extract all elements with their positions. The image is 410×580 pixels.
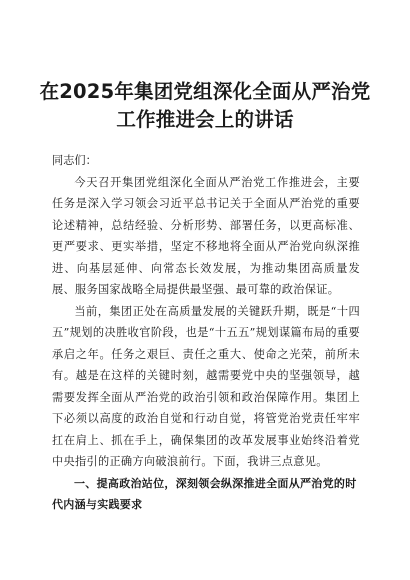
title-line-1: 在2025年集团党组深化全面从严治党 <box>39 80 371 103</box>
title-line-2: 工作推进会上的讲话 <box>116 108 294 131</box>
document-title <box>30 78 380 134</box>
salutation: 同志们： <box>52 154 97 167</box>
section-heading: 一、提高政治站位，深刻领会纵深推进全面从严治党的时代内涵与实践要求 <box>52 476 357 511</box>
paragraph: 当前，集团正处在高质量发展的关键跃升期，既是“十四五”规划的决胜收官阶段，也是“十五五”规划谋篇布局的重要承启之年。任务之艰巨、责任之重大、使命之光荣，前所未有。越是在这样的关键时刻，越需要党中央的坚强领导，越需要发挥全面从严治党的政治引领和政治保障作用。集团上下必须以高度的政治自觉和行动自觉，将管党治党责任牢牢扛在肩上、抓在手上，确保集团的改革发展事业始终沿着党中央指引的正确方向破浪前行。下面，我讲三点意见。 <box>52 304 360 468</box>
paragraph: 今天召开集团党组深化全面从严治党工作推进会，主要任务是深入学习领会习近平总书记关于全面从严治党的重要论述精神，总结经验、分析形势、部署任务，以更高标准、更严要求、更实举措，坚定不移地将全面从严治党向纵深推进、向基层延伸、向常态长效发展，为推动集团高质量发展、服务国家战略全局提供最坚强、最可靠的政治保证。 <box>52 175 360 296</box>
document-body <box>52 150 360 516</box>
